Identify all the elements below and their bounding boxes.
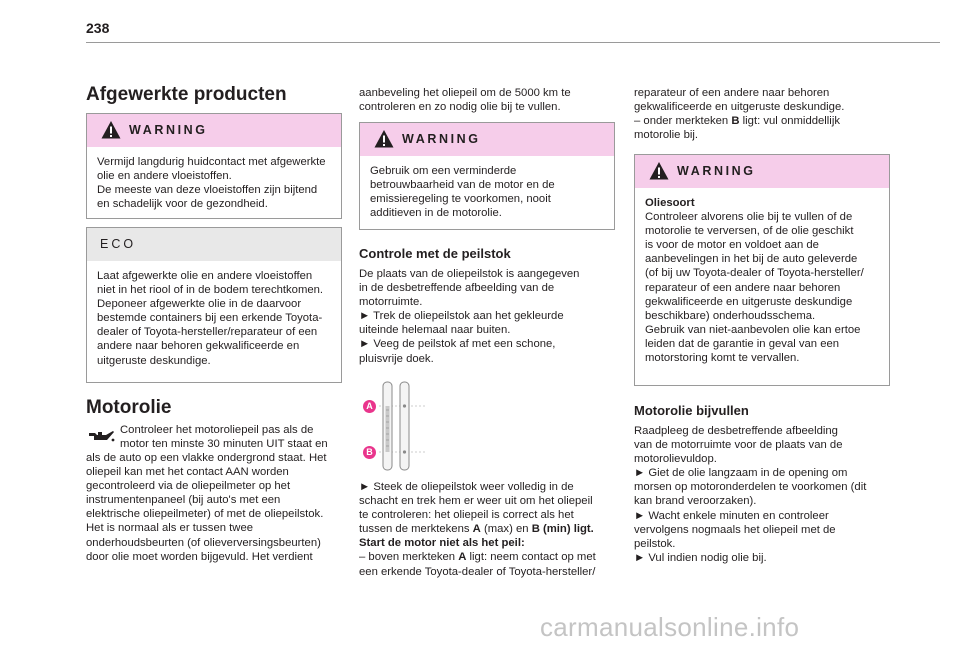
heading-motorolie: Motorolie (86, 397, 172, 418)
warning-triangle-icon (101, 120, 121, 140)
eco-text: Laat afgewerkte olie en andere vloeistoffen niet in het riool of in de bodem terechtkomen. Deponeer afgewerkte olie in de daarvoor bestemde containers bij een erkende Toyota- dealer of Toyota-hersteller/reparateur of een andere naar behoren gekwalificeerde en uitgeruste deskundige. (97, 270, 324, 367)
watermark: carmanualsonline.info (540, 612, 800, 642)
warning-header (360, 123, 614, 156)
warning-title: WARNING (402, 132, 481, 146)
motorolie-intro-indented: Controleer het motoroliepeil pas als de motor ten minste 30 minuten UIT staat en (120, 424, 328, 451)
warning-box-2 (359, 122, 615, 230)
heading-controle-peilstok: Controle met de peilstok (359, 246, 511, 261)
bijvullen-text: Raadpleeg de desbetreffende afbeelding van de motorruimte voor de plaats van de motorolievuldop. ► Giet de olie langzaam in de opening om morsen op motoronderdelen te voorkomen (dit kan brand veroorzaken). ► Wacht enkele minuten en controleer vervolgens nogmaals het oliepeil met de peilstok. ► Vul indien nodig olie bij. (634, 425, 867, 564)
warning-header (87, 114, 341, 147)
oil-can-icon (86, 426, 116, 444)
warning-title: WARNING (677, 164, 756, 178)
motorolie-text: als de auto op een vlakke ondergrond staat. Het oliepeil kan met het contact AAN worden gecontroleerd via de oliepeilmeter op het instrumentenpaneel (bij auto's met een elektrische oliepeilmeter) of met de oliepeilstok. Het is normaal als er tussen twee onderhoudsbeurten (of olieverversingsbeurten) door olie moet worden bijgevuld. Het verdient (86, 452, 327, 563)
marker-b-badge: B (363, 446, 376, 459)
header-rule (86, 42, 940, 43)
warning-text: Vermijd langdurig huidcontact met afgewerkte olie en andere vloeistoffen. De meeste van deze vloeistoffen zijn bijtend en schadelijk voor de gezondheid. (97, 156, 326, 211)
warning-triangle-icon (374, 129, 394, 149)
warning-text: Gebruik om een verminderde betrouwbaarheid van de motor en de emissieregeling te voorkomen, nooit additieven in de motorolie. (370, 165, 555, 220)
warning-box-3 (634, 154, 890, 386)
eco-title: ECO (100, 237, 137, 251)
eco-box (86, 227, 342, 383)
col3-intro: reparateur of een andere naar behoren gekwalificeerde en uitgeruste deskundige. – onder merkteken B ligt: vul onmiddellijk motorolie bij. (634, 87, 845, 142)
heading-afgewerkte-producten: Afgewerkte producten (86, 84, 287, 105)
page-number: 238 (86, 20, 110, 36)
warning-header (635, 155, 889, 188)
marker-a-badge: A (363, 400, 376, 413)
warning-triangle-icon (649, 161, 669, 181)
eco-header (87, 228, 341, 261)
heading-motorolie-bijvullen: Motorolie bijvullen (634, 403, 749, 418)
warning-title: WARNING (129, 123, 208, 137)
warning-box-1 (86, 113, 342, 219)
warning-subtitle: Oliesoort (645, 197, 695, 209)
peilstok-text: De plaats van de oliepeilstok is aangegeven in de desbetreffende afbeelding van de motorruimte. ► Trek de oliepeilstok aan het gekleurde uiteinde helemaal naar buiten. ► Veeg de peilstok af met een schone, pluisvrije doek. (359, 268, 580, 365)
warning-text: Oliesoort Controleer alvorens olie bij te vullen of de motorolie te verversen, of de olie geschikt is voor de motor en voldoet aan de aanbevelingen in het bij de auto geleverde (of bij uw Toyota-dealer of Toyota-hersteller/ reparateur of een andere naar behoren gekwalificeerde en uitgeruste deskundige beschikbare) onderhoudsschema. Gebruik van niet-aanbevolen olie kan ertoe leiden dat de garantie in geval van een motorstoring komt te vervallen. (645, 197, 864, 365)
col2-intro: aanbeveling het oliepeil om de 5000 km te controleren en zo nodig olie bij te vullen. (359, 87, 571, 114)
peilstok-after-text: ► Steek de oliepeilstok weer volledig in de schacht en trek hem er weer uit om het oliepeil te controleren: het oliepeil is correct als het tussen de merktekens A (max) en B (min) ligt. Start de motor niet als het peil: – boven merkteken A ligt: neem contact op met een erkende Toyota-dealer of Toyota-hersteller/ (359, 481, 596, 578)
